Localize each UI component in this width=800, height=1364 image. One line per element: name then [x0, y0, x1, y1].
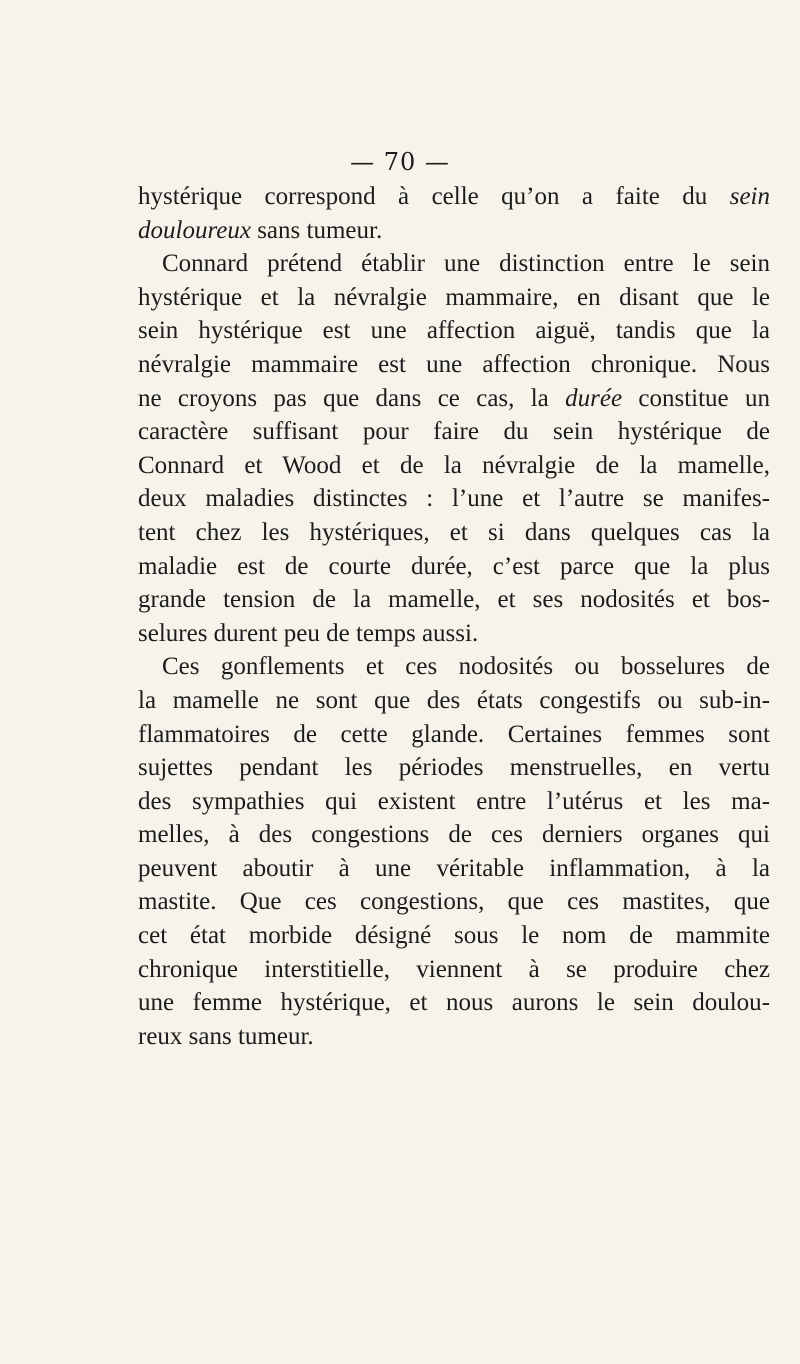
text-line — [138, 180, 770, 214]
text-segment: ne croyons pas que dans ce cas, la — [138, 384, 566, 412]
text-segment: une femme hystérique, et nous aurons le sein doulou- — [138, 989, 770, 1017]
text-line — [138, 617, 770, 651]
text-segment: névralgie mammaire est une affection chronique. Nous — [138, 350, 770, 378]
text-line — [138, 684, 770, 718]
text-line — [138, 785, 770, 819]
italic-text: sein — [729, 183, 770, 210]
text-line — [138, 583, 770, 617]
text-line — [138, 885, 770, 919]
text-line — [138, 751, 770, 785]
text-line — [138, 314, 770, 348]
text-segment: constitue un — [622, 384, 770, 412]
text-line — [138, 449, 770, 483]
italic-text: douloureux — [138, 216, 251, 244]
text-segment: melles, à des congestions de ces derniers organes qui — [138, 821, 770, 849]
text-line — [138, 516, 770, 550]
text-segment: selures durent peu de temps aussi. — [138, 619, 479, 647]
text-segment: hystérique et la névralgie mammaire, en disant que le — [138, 283, 770, 311]
text-segment: tent chez les hystériques, et si dans quelques cas la — [138, 518, 770, 546]
text-line — [138, 550, 770, 584]
text-line — [138, 247, 770, 281]
text-segment: des sympathies qui existent entre l’utérus et les ma- — [138, 787, 770, 815]
italic-text: durée — [565, 384, 623, 412]
text-line — [138, 1020, 770, 1054]
text-segment: chronique interstitielle, viennent à se produire chez — [138, 955, 770, 983]
text-segment: hystérique correspond à celle qu’on a faite du — [138, 183, 730, 210]
text-segment: cet état morbide désigné sous le nom de mammite — [138, 922, 770, 950]
text-line — [138, 718, 770, 752]
text-line — [138, 348, 770, 382]
text-line — [138, 281, 770, 315]
text-line — [138, 482, 770, 516]
text-segment: grande tension de la mamelle, et ses nodosités et bos- — [138, 586, 770, 614]
text-segment: sujettes pendant les périodes menstruelles, en vertu — [138, 754, 770, 782]
text-line — [138, 953, 770, 987]
text-segment: Connard et Wood et de la névralgie de la mamelle, — [138, 451, 770, 479]
text-line — [138, 650, 770, 684]
text-segment: Ces gonflements et ces nodosités ou bosselures de — [162, 653, 770, 681]
text-segment: sein hystérique est une affection aiguë, tandis que la — [138, 317, 770, 345]
text-segment: deux maladies distinctes : l’une et l’autre se manifes- — [138, 485, 770, 513]
text-segment: flammatoires de cette glande. Certaines femmes sont — [138, 720, 770, 748]
page-number: — 70 — — [350, 148, 450, 176]
text-segment: la mamelle ne sont que des états congestifs ou sub-in- — [138, 686, 770, 714]
text-line — [138, 818, 770, 852]
text-segment: reux sans tumeur. — [138, 1022, 314, 1050]
text-line — [138, 214, 770, 248]
text-line — [138, 415, 770, 449]
body-text — [138, 180, 770, 1053]
text-segment: Connard prétend établir une distinction entre le sein — [162, 250, 770, 278]
text-segment: sans tumeur. — [250, 216, 383, 244]
text-line — [138, 919, 770, 953]
text-segment: caractère suffisant pour faire du sein hystérique de — [138, 418, 770, 446]
text-segment: mastite. Que ces congestions, que ces mastites, que — [138, 888, 770, 916]
text-line — [138, 382, 770, 416]
text-segment: maladie est de courte durée, c’est parce que la plus — [138, 552, 770, 580]
text-line — [138, 852, 770, 886]
text-line — [138, 986, 770, 1020]
text-segment: peuvent aboutir à une véritable inflammation, à la — [138, 854, 770, 882]
